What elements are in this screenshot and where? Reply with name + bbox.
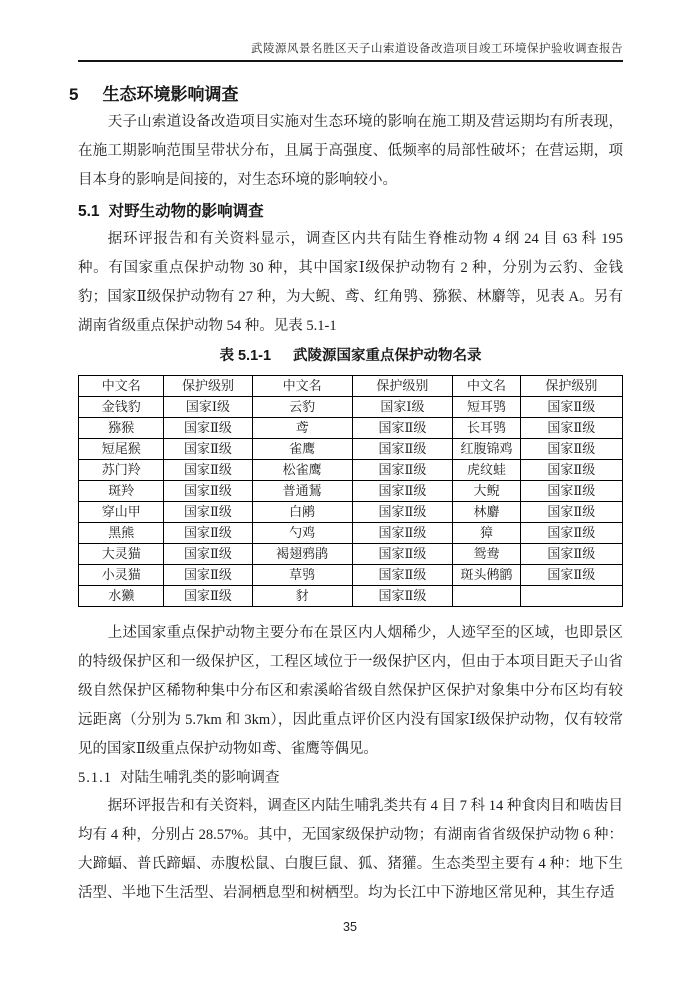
table-row [79, 586, 623, 607]
table-cell: 黑熊 [79, 523, 164, 544]
table-cell: 大灵猫 [79, 544, 164, 565]
column-header: 保护级别 [164, 376, 252, 397]
table-cell: 国家Ⅱ级 [352, 565, 453, 586]
paragraph-wildlife-overview: 据环评报告和有关资料显示，调查区内共有陆生脊椎动物 4 纲 24 目 63 科 195 种。有国家重点保护动物 30 种，其中国家Ⅰ级保护动物有 2 种，分别为云豹、金钱豹；国家Ⅱ级保护动物有 27 种，为大鲵、鸢、红角鸮、猕猴、林麝等，见表 A。另有湖南省级重点保护动物 54 种。见表 5.1-1 [78, 231, 623, 334]
table-cell: 国家Ⅱ级 [520, 523, 622, 544]
section-5-1-title: 对野生动物的影响调查 [108, 203, 264, 220]
table-cell: 国家Ⅱ级 [520, 397, 622, 418]
section-5-1-1-number: 5.1.1 [78, 770, 112, 786]
table-cell: 国家Ⅱ级 [164, 586, 252, 607]
section-5-1-1-heading [78, 766, 623, 790]
table-cell: 国家Ⅱ级 [520, 460, 622, 481]
table-cell: 红腹锦鸡 [453, 439, 520, 460]
table-cell: 国家Ⅱ级 [164, 418, 252, 439]
running-header: 武陵源风景名胜区天子山索道设备改造项目竣工环境保护验收调查报告 [251, 43, 623, 55]
table-row [79, 439, 623, 460]
table-cell: 松雀鹰 [252, 460, 352, 481]
table-cell: 白鹇 [252, 502, 352, 523]
table-cell: 鸳鸯 [453, 544, 520, 565]
table-cell [453, 586, 520, 607]
table-row [79, 460, 623, 481]
table-header-row [79, 376, 623, 397]
table-cell: 国家Ⅱ级 [164, 439, 252, 460]
table-cell: 金钱豹 [79, 397, 164, 418]
table-cell: 国家Ⅱ级 [520, 565, 622, 586]
table-cell: 长耳鸮 [453, 418, 520, 439]
table-cell: 豺 [252, 586, 352, 607]
paragraph-mammals: 据环评报告和有关资料，调查区内陆生哺乳类共有 4 目 7 科 14 种食肉目和啮齿目均有 4 种，分别占 28.57%。其中，无国家级保护动物；有湖南省省级保护动物 6 种：大蹄蝠、普氏蹄蝠、赤腹松鼠、白腹巨鼠、狐、猪獾。生态类型主要有 4 种：地下生活型、半地下生活型、岩洞栖息型和树栖型。均为长江中下游地区常见种，其生存适 [78, 798, 623, 901]
page-number: 35 [343, 920, 357, 934]
table-cell: 斑羚 [79, 481, 164, 502]
table-cell: 国家Ⅱ级 [164, 502, 252, 523]
column-header: 保护级别 [352, 376, 453, 397]
table-cell: 鸢 [252, 418, 352, 439]
section-5-title: 生态环境影响调查 [102, 85, 239, 104]
table-cell: 国家Ⅱ级 [164, 481, 252, 502]
table-cell: 国家Ⅰ级 [164, 397, 252, 418]
table-cell: 雀鹰 [252, 439, 352, 460]
table-caption [78, 346, 623, 366]
table-cell: 水獭 [79, 586, 164, 607]
table-row [79, 481, 623, 502]
table-cell: 云豹 [252, 397, 352, 418]
table-cell: 国家Ⅱ级 [352, 481, 453, 502]
table-cell: 勺鸡 [252, 523, 352, 544]
table-cell: 短耳鸮 [453, 397, 520, 418]
table-cell: 国家Ⅱ级 [352, 502, 453, 523]
table-cell: 国家Ⅱ级 [352, 460, 453, 481]
table-cell: 国家Ⅱ级 [164, 460, 252, 481]
table-cell: 国家Ⅱ级 [352, 439, 453, 460]
table-cell: 普通鵟 [252, 481, 352, 502]
table-cell: 国家Ⅱ级 [520, 418, 622, 439]
table-cell: 国家Ⅰ级 [352, 397, 453, 418]
table-cell: 褐翅鸦鹃 [252, 544, 352, 565]
table-row [79, 544, 623, 565]
table-row [79, 565, 623, 586]
table-caption-title: 武陵源国家重点保护动物名录 [293, 348, 482, 364]
paragraph-intro: 天子山索道设备改造项目实施对生态环境的影响在施工期及营运期均有所表现，在施工期影响范围呈带状分布，且属于高强度、低频率的局部性破坏；在营运期，项目本身的影响是间接的，对生态环境的影响较小。 [78, 114, 623, 188]
column-header: 中文名 [79, 376, 164, 397]
table-cell: 草鸮 [252, 565, 352, 586]
column-header: 中文名 [252, 376, 352, 397]
table-cell [520, 586, 622, 607]
table-cell: 国家Ⅱ级 [520, 544, 622, 565]
table-cell: 国家Ⅱ级 [164, 544, 252, 565]
section-5-1-number: 5.1 [78, 203, 100, 220]
column-header: 中文名 [453, 376, 520, 397]
column-header: 保护级别 [520, 376, 622, 397]
table-cell: 林麝 [453, 502, 520, 523]
table-cell: 国家Ⅱ级 [520, 502, 622, 523]
table-caption-label: 表 5.1-1 [219, 348, 272, 364]
table-cell: 国家Ⅱ级 [164, 523, 252, 544]
table-cell: 国家Ⅱ级 [352, 523, 453, 544]
table-row [79, 397, 623, 418]
table-cell: 短尾猴 [79, 439, 164, 460]
section-5-heading [69, 84, 623, 106]
table-cell: 苏门羚 [79, 460, 164, 481]
table-cell: 国家Ⅱ级 [164, 565, 252, 586]
paragraph-distribution: 上述国家重点保护动物主要分布在景区内人烟稀少，人迹罕至的区域，也即景区的特级保护区和一级保护区，工程区域位于一级保护区内，但由于本项目距天子山省级自然保护区稀物种集中分布区和索溪峪省级自然保护区保护对象集中分布区均有较远距离（分别为 5.7km 和 3km），因此重点评价区内没有国家Ⅰ级保护动物，仅有较常见的国家Ⅱ级重点保护动物如鸢、雀鹰等偶见。 [78, 625, 623, 757]
table-cell: 国家Ⅱ级 [520, 439, 622, 460]
section-5-1-1-title: 对陆生哺乳类的影响调查 [120, 770, 280, 786]
table-cell: 斑头鸺鹠 [453, 565, 520, 586]
table-cell: 国家Ⅱ级 [352, 586, 453, 607]
table-cell: 大鲵 [453, 481, 520, 502]
table-cell: 獐 [453, 523, 520, 544]
section-5-number: 5 [69, 85, 79, 104]
table-body [79, 397, 623, 607]
table-cell: 小灵猫 [79, 565, 164, 586]
section-5-1-heading [78, 201, 623, 223]
table-cell: 国家Ⅱ级 [520, 481, 622, 502]
protected-animals-table [78, 375, 623, 607]
table-cell: 国家Ⅱ级 [352, 544, 453, 565]
table-cell: 穿山甲 [79, 502, 164, 523]
table-cell: 猕猴 [79, 418, 164, 439]
table-row [79, 418, 623, 439]
table-row [79, 502, 623, 523]
header-divider [78, 60, 623, 62]
table-row [79, 523, 623, 544]
table-cell: 国家Ⅱ级 [352, 418, 453, 439]
table-cell: 虎纹蛙 [453, 460, 520, 481]
